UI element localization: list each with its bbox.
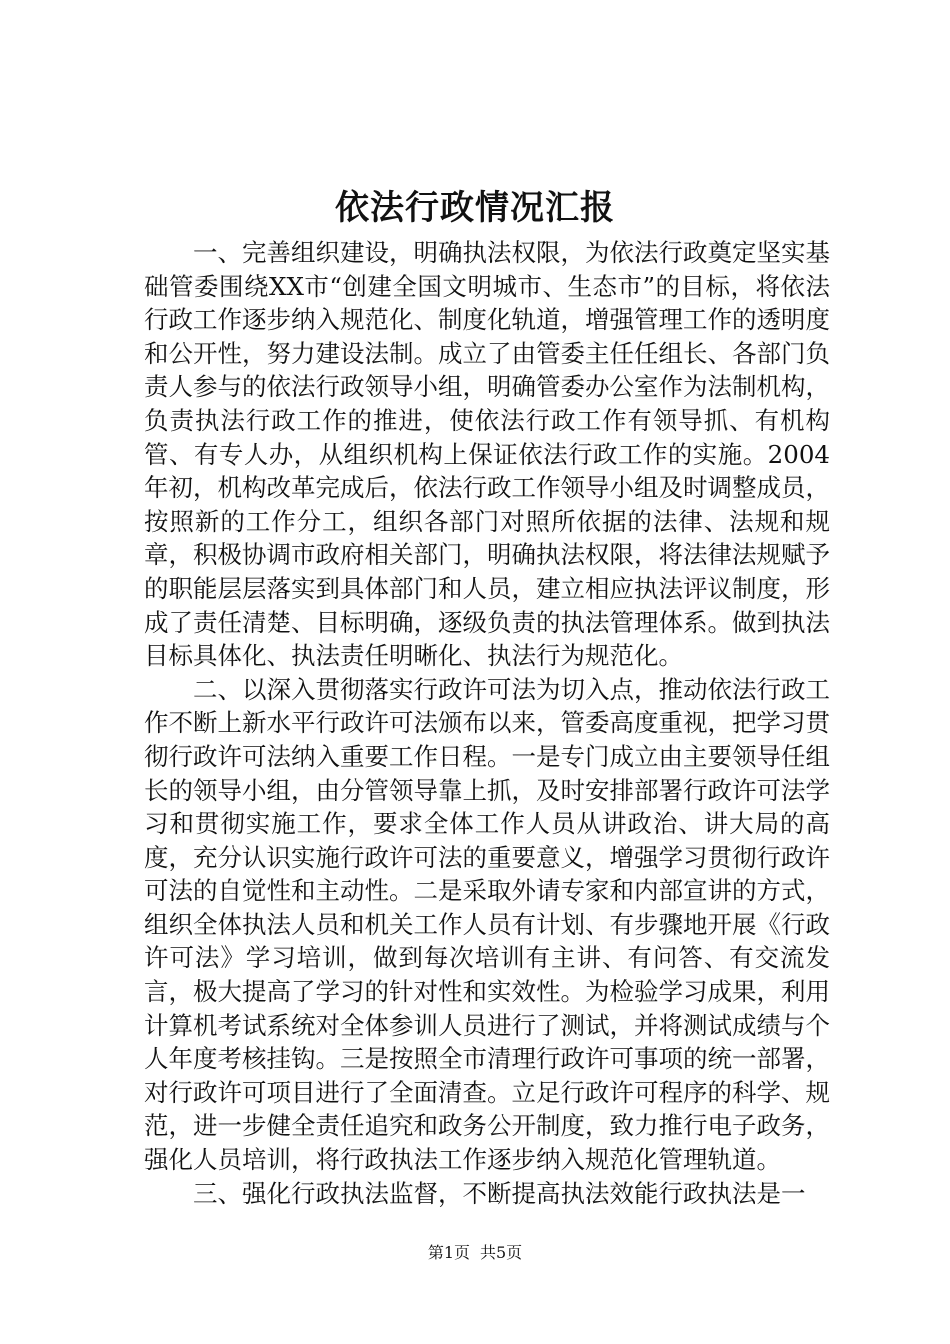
document-body	[144, 236, 830, 1210]
document-title: 依法行政情况汇报	[335, 188, 615, 228]
page-number: 第1页	[427, 1243, 470, 1262]
page-total: 共5页	[480, 1243, 523, 1262]
page-footer	[0, 1242, 950, 1264]
paragraph-2: 二、以深入贯彻落实行政许可法为切入点，推动依法行政工作不断上新水平行政许可法颁布以来，管委高度重视，把学习贯彻行政许可法纳入重要工作日程。一是专门成立由主要领导任组长的领导小组，由分管领导靠上抓，及时安排部署行政许可法学习和贯彻实施工作，要求全体工作人员从讲政治、讲大局的高度，充分认识实施行政许可法的重要意义，增强学习贯彻行政许可法的自觉性和主动性。二是采取外请专家和内部宣讲的方式，组织全体执法人员和机关工作人员有计划、有步骤地开展《行政许可法》学习培训，做到每次培训有主讲、有问答、有交流发言，极大提高了学习的针对性和实效性。为检验学习成果，利用计算机考试系统对全体参训人员进行了测试，并将测试成绩与个人年度考核挂钩。三是按照全市清理行政许可事项的统一部署，对行政许可项目进行了全面清查。立足行政许可程序的科学、规范，进一步健全责任追究和政务公开制度，致力推行电子政务，强化人员培训，将行政执法工作逐步纳入规范化管理轨道。	[144, 674, 830, 1175]
paragraph-1: 一、完善组织建设，明确执法权限，为依法行政奠定坚实基础管委围绕XX市“创建全国文明城市、生态市”的目标，将依法行政工作逐步纳入规范化、制度化轨道，增强管理工作的透明度和公开性，努力建设法制。成立了由管委主任任组长、各部门负责人参与的依法行政领导小组，明确管委办公室作为法制机构，负责执法行政工作的推进，使依法行政工作有领导抓、有机构管、有专人办，从组织机构上保证依法行政工作的实施。2004年初，机构改革完成后，依法行政工作领导小组及时调整成员，按照新的工作分工，组织各部门对照所依据的法律、法规和规章，积极协调市政府相关部门，明确执法权限，将法律法规赋予的职能层层落实到具体部门和人员，建立相应执法评议制度，形成了责任清楚、目标明确，逐级负责的执法管理体系。做到执法目标具体化、执法责任明晰化、执法行为规范化。	[144, 238, 830, 671]
paragraph-3: 三、强化行政执法监督，不断提高执法效能行政执法是一	[193, 1178, 806, 1208]
